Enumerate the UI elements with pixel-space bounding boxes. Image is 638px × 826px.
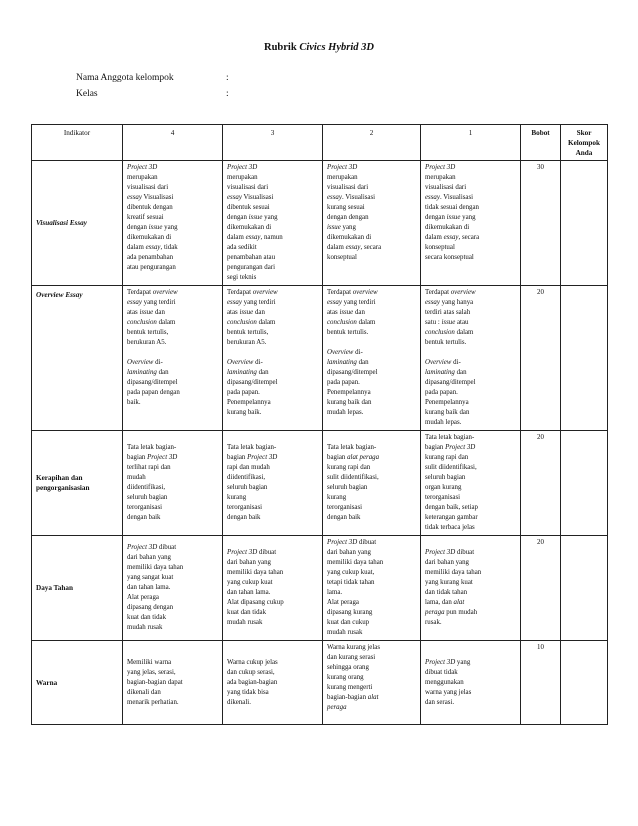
rubric-table: [31, 124, 608, 725]
skor-input-cell[interactable]: [561, 286, 608, 431]
header-bobot: Bobot: [521, 125, 561, 161]
score-4-cell: Project 3D dibuat dari bahan yang memiliki daya tahan yang sangat kuat dan tahan lama. Alat peraga dipasang dengan kuat dan tidak mudah rusak: [123, 536, 223, 641]
header-score-4: 4: [123, 125, 223, 161]
header-score-3: 3: [223, 125, 323, 161]
skor-input-cell[interactable]: [561, 641, 608, 725]
field-label: Kelas: [76, 89, 98, 99]
field-label: Nama Anggota kelompok: [76, 73, 174, 83]
score-3-cell: Terdapat overview essay yang terdiri atas issue dan conclusion dalam bentuk tertulis, berukuran A5. Overview di- laminating dan dipasang/ditempel pada papan. Penempelannya kurang baik.: [223, 286, 323, 431]
score-4-cell: Tata letak bagian- bagian Project 3D terlihat rapi dan mudah diidentifikasi, seluruh bagian terorganisasi dengan baik: [123, 431, 223, 536]
header-indikator: Indikator: [32, 125, 123, 161]
table-row: [32, 161, 608, 286]
score-4-cell: Memiliki warna yang jelas, serasi, bagian-bagian dapat dikenali dan menarik perhatian.: [123, 641, 223, 725]
score-1-cell: Project 3D dibuat dari bahan yang memiliki daya tahan yang kurang kuat dan tidak tahan lama, dan alat peraga pun mudah rusak.: [421, 536, 521, 641]
bobot-cell: 20: [521, 536, 561, 641]
bobot-cell: 20: [521, 286, 561, 431]
score-3-cell: Tata letak bagian- bagian Project 3D rapi dan mudah diidentifikasi, seluruh bagian kurang terorganisasi dengan baik: [223, 431, 323, 536]
table-row: [32, 536, 608, 641]
score-1-cell: Tata letak bagian- bagian Project 3D kurang rapi dan sulit diidentifikasi, seluruh bagian organ kurang terorganisasi dengan baik, setiap keterangan gambar tidak terbaca jelas: [421, 431, 521, 536]
header-score-1: 1: [421, 125, 521, 161]
table-row: [32, 431, 608, 536]
score-1-cell: Terdapat overview essay yang hanya terdiri atas salah satu : issue atau conclusion dalam bentuk tertulis. Overview di- laminating dan dipasang/ditempel pada papan. Penempelannya kurang baik dan mudah lepas.: [421, 286, 521, 431]
skor-input-cell[interactable]: [561, 536, 608, 641]
table-row: [32, 641, 608, 725]
bobot-cell: 20: [521, 431, 561, 536]
score-3-cell: Project 3D merupakan visualisasi dari essay Visualisasi dibentuk sesuai dengan issue yang dikemukakan di dalam essay, namun ada sedikit penambahan atau pengurangan dari segi teknis: [223, 161, 323, 286]
header-skor: Skor Kelompok Anda: [561, 125, 608, 161]
field-colon: :: [226, 73, 229, 83]
score-2-cell: Project 3D dibuat dari bahan yang memiliki daya tahan yang cukup kuat, tetapi tidak tahan lama. Alat peraga dipasang kurang kuat dan cukup mudah rusak: [323, 536, 421, 641]
score-2-cell: Project 3D merupakan visualisasi dari essay. Visualisasi kurang sesuai dengan dengan issue yang dikemukakan di dalam essay, secara konseptual: [323, 161, 421, 286]
score-4-cell: Project 3D merupakan visualisasi dari essay Visualisasi dibentuk dengan kreatif sesuai dengan issue yang dikemukakan di dalam essay, tidak ada penambahan atau pengurangan: [123, 161, 223, 286]
bobot-cell: 30: [521, 161, 561, 286]
indicator-cell: Visualisasi Essay: [32, 161, 123, 286]
header-score-2: 2: [323, 125, 421, 161]
indicator-cell: Overview Essay: [32, 286, 123, 431]
score-4-cell: Terdapat overview essay yang terdiri atas issue dan conclusion dalam bentuk tertulis, berukuran A5. Overview di- laminating dan dipasang/ditempel pada papan dengan baik.: [123, 286, 223, 431]
bobot-cell: 10: [521, 641, 561, 725]
score-2-cell: Terdapat overview essay yang terdiri atas issue dan conclusion dalam bentuk tertulis. Overview di- laminating dan dipasang/ditempel pada papan. Penempelannya kurang baik dan mudah lepas.: [323, 286, 421, 431]
skor-input-cell[interactable]: [561, 431, 608, 536]
field-kelas: [76, 89, 229, 99]
skor-input-cell[interactable]: [561, 161, 608, 286]
score-3-cell: Project 3D dibuat dari bahan yang memiliki daya tahan yang cukup kuat dan tahan lama. Alat dipasang cukup kuat dan tidak mudah rusak: [223, 536, 323, 641]
field-colon: :: [226, 89, 229, 99]
indicator-cell: Daya Tahan: [32, 536, 123, 641]
score-2-cell: Tata letak bagian- bagian alat peraga kurang rapi dan sulit diidentifikasi, seluruh bagian kurang terorganisasi dengan baik: [323, 431, 421, 536]
score-1-cell: Project 3D merupakan visualisasi dari essay. Visualisasi tidak sesuai dengan dengan issue yang dikemukakan di dalam essay, secara konseptual secara konseptual: [421, 161, 521, 286]
header-row: [32, 125, 608, 161]
page-title: Rubrik Civics Hybrid 3D: [264, 42, 374, 53]
indicator-cell: Warna: [32, 641, 123, 725]
indicator-cell: Kerapihan dan pengorganisasian: [32, 431, 123, 536]
score-1-cell: Project 3D yang dibuat tidak menggunakan warna yang jelas dan serasi.: [421, 641, 521, 725]
table-row: [32, 286, 608, 431]
score-2-cell: Warna kurang jelas dan kurang serasi sehingga orang kurang orang kurang mengerti bagian-bagian alat peraga: [323, 641, 421, 725]
score-3-cell: Warna cukup jelas dan cukup serasi, ada bagian-bagian yang tidak bisa dikenali.: [223, 641, 323, 725]
field-nama-anggota: [76, 73, 229, 83]
